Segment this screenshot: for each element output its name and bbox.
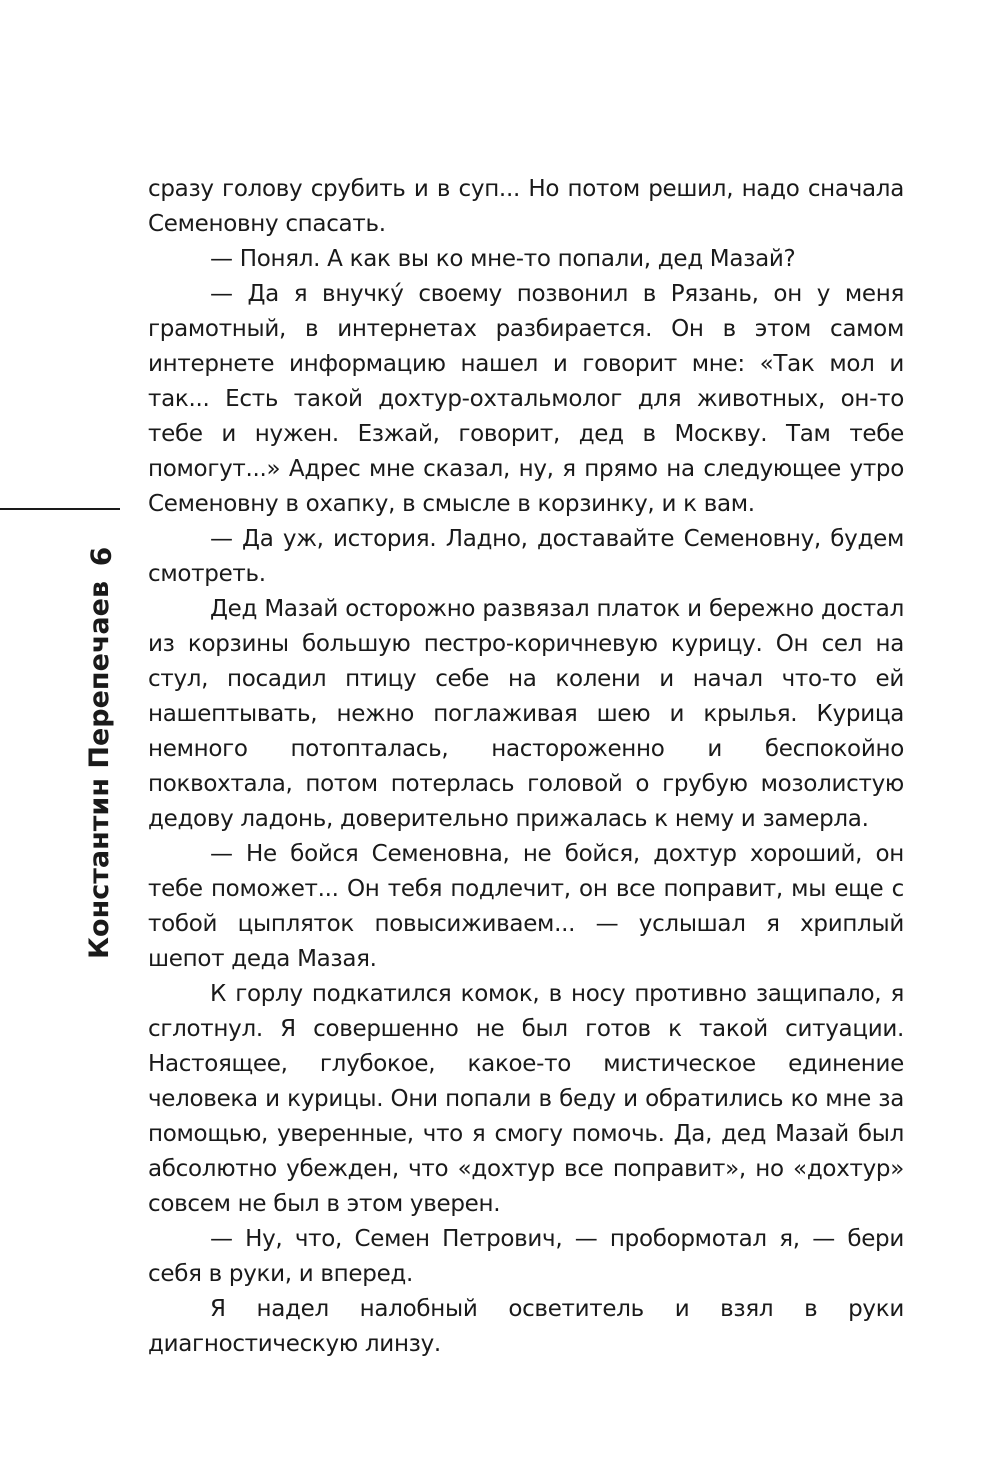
paragraph: К горлу подкатился комок, в носу противно защипало, я сглотнул. Я совершенно не был готов к такой ситуации. Настоящее, глубокое, какое-то мистическое единение человека и курицы. Они попали в беду и обратились ко мне за помощью, уверенные, что я смогу помочь. Да, дед Мазай был абсолютно убежден, что «дохтур все поправит», но «дохтур» совсем не был в этом уверен. — [148, 981, 904, 1217]
paragraph: Дед Мазай осторожно развязал платок и бережно достал из корзины большую пестро-коричневую курицу. Он сел на стул, посадил птицу себе на колени и начал что-то ей нашептывать, нежно поглаживая шею и крылья. Курица немного потопталась, настороженно и беспокойно поквохтала, потом потерлась головой о грубую мозолистую дедову ладонь, доверительно прижалась к нему и замерла. — [148, 596, 904, 832]
body-text — [148, 172, 904, 1362]
paragraph: — Да я внучкý своему позвонил в Рязань, он у меня грамотный, в интернетах разбирается. Он в этом самом интернете информацию нашел и говорит мне: «Так мол и так... Есть такой дохтур-охтальмолог для животных, он-то тебе и нужен. Езжай, говорит, дед в Москву. Там тебе помогут...» Адрес мне сказал, ну, я прямо на следующее утро Семеновну в охапку, в смысле в корзинку, и к вам. — [148, 281, 904, 517]
page-number: 6 — [84, 546, 118, 567]
paragraph: — Понял. А как вы ко мне-то попали, дед Мазай? — [210, 246, 796, 272]
paragraph: сразу голову срубить и в суп... Но потом решил, надо сначала Семеновну спасать. — [148, 176, 904, 237]
paragraph: Я надел налобный осветитель и взял в руки диагностическую линзу. — [148, 1296, 904, 1357]
paragraph: — Да уж, история. Ладно, доставайте Семеновну, будем смотреть. — [148, 526, 904, 587]
paragraph: — Не бойся Семеновна, не бойся, дохтур хороший, он тебе поможет... Он тебя подлечит, он все поправит, мы еще с тобой цыпляток повысиживаем... — услышал я хриплый шепот деда Мазая. — [148, 841, 904, 972]
paragraph: — Ну, что, Семен Петрович, — пробормотал я, — бери себя в руки, и вперед. — [148, 1226, 904, 1287]
running-head-author: Константин Перепечаев — [84, 580, 115, 960]
